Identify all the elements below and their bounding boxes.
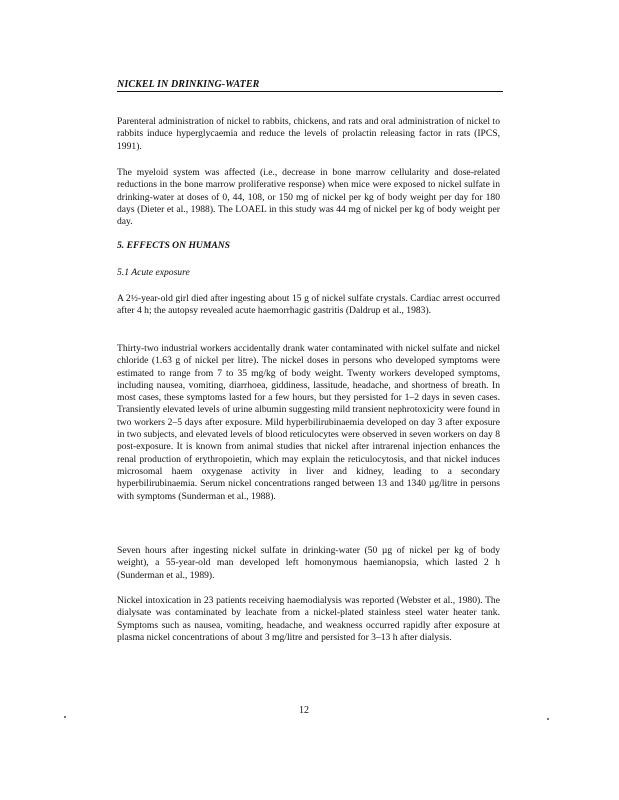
paragraph-hemianopsia: Seven hours after ingesting nickel sulfate in drinking-water (50 µg of nickel per kg of body weight), a 55-year-old man developed left homonymous haemianopsia, which lasted 2 h (Sunderman et al., 1989).: [117, 545, 500, 581]
running-head: NICKEL IN DRINKING-WATER: [117, 79, 503, 92]
section-heading: 5. EFFECTS ON HUMANS: [117, 240, 231, 251]
paragraph-myeloid: The myeloid system was affected (i.e., decrease in bone marrow cellularity and dose-related reductions in the bone marrow proliferative response) when mice were exposed to nickel sulfate in drinking-water at doses of 0, 44, 108, or 150 mg of nickel per kg of body weight per day for 180 days (Dieter et al., 1988). The LOAEL in this study was 44 mg of nickel per kg of body weight per day.: [117, 167, 500, 228]
subsection-heading: 5.1 Acute exposure: [117, 267, 190, 278]
paragraph-girl-case: A 2½-year-old girl died after ingesting about 15 g of nickel sulfate crystals. Cardiac arrest occurred after 4 h; the autopsy revealed acute haemorrhagic gastritis (Daldrup et al., 1983).: [117, 293, 500, 317]
paragraph-haemodialysis: Nickel intoxication in 23 patients receiving haemodialysis was reported (Webster et al., 1980). The dialysate was contaminated by leachate from a nickel-plated stainless steel water heater tank. Symptoms such as nausea, vomiting, headache, and weakness occurred rapidly after exposure at plasma nickel concentrations of about 3 mg/litre and persisted for 3–13 h after dialysis.: [117, 595, 500, 643]
page-number: 12: [299, 705, 309, 716]
scan-speck: [547, 718, 549, 720]
scan-speck: [64, 716, 66, 718]
paragraph-industrial-workers: Thirty-two industrial workers accidentally drank water contaminated with nickel sulfate and nickel chloride (1.63 g of nickel per litre). The nickel doses in persons who developed symptoms were estimated to range from 7 to 35 mg/kg of body weight. Twenty workers developed symptoms, including nausea, vomiting, diarrhoea, giddiness, lassitude, headache, and shortness of breath. In most cases, these symptoms lasted for a few hours, but they persisted for 1–2 days in seven cases. Transiently elevated levels of urine albumin suggesting mild transient nephrotoxicity were found in two workers 2–5 days after exposure. Mild hyperbilirubinaemia developed on day 3 after exposure in two subjects, and elevated levels of blood reticulocytes were observed in seven workers on day 8 post-exposure. It is known from animal studies that nickel after intrarenal injection enhances the renal production of erythropoietin, which may explain the reticulocytosis, and that nickel induces microsomal haem oxygenase activity in liver and kidney, leading to a secondary hyperbilirubinaemia. Serum nickel concentrations ranged between 13 and 1340 µg/litre in persons with symptoms (Sunderman et al., 1988).: [117, 343, 500, 502]
paragraph-parenteral: Parenteral administration of nickel to rabbits, chickens, and rats and oral administration of nickel to rabbits induce hyperglycaemia and reduce the levels of prolactin releasing factor in rats (IPCS, 1991).: [117, 116, 500, 152]
